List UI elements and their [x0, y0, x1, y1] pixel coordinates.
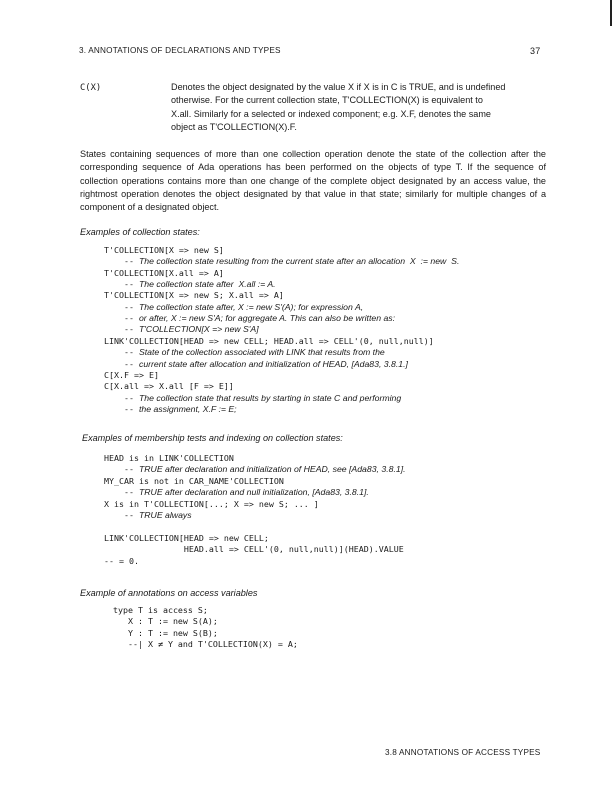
code-line: -- The collection state that results by starting in state C and performing — [104, 392, 402, 403]
code-line: -- or after, X := new S'A; for aggregate A. This can also be written as: — [104, 313, 396, 324]
definition-line: X.all. Similarly for a selected or indexed component; e.g. X.F, denotes the same — [171, 108, 491, 119]
running-header: 3. ANNOTATIONS OF DECLARATIONS AND TYPES — [79, 46, 281, 55]
definition-text — [171, 81, 546, 134]
code-line: HEAD is in LINK'COLLECTION — [104, 453, 234, 463]
examples-membership-heading: Examples of membership tests and indexing on collection states: — [82, 433, 343, 443]
code-line: T'COLLECTION[X => new S] — [104, 245, 224, 255]
code-line: T'COLLECTION[X => new S; X.all => A] — [104, 290, 284, 301]
body-paragraph: States containing sequences of more than one collection operation denote the state of the collection after the corresponding sequence of Ada operations has been performed on the objects of type T. If the sequence of collection operations contains more than one change of the complete object designated by an access value, the rightmost operation denotes the object designated by that value in that state; similarly for multiple changes of a component of a designated object. — [80, 149, 546, 213]
code-line: type T is access S; — [113, 605, 208, 615]
code-line: -- = 0. — [104, 555, 139, 566]
definition-line: Denotes the object designated by the value X if X is in C is TRUE, and is undefined — [171, 82, 506, 92]
code-line: X : T := new S(A); — [113, 616, 218, 627]
code-line: Y : T := new S(B); — [113, 627, 218, 638]
code-line: T'COLLECTION[X.all => A] — [104, 267, 224, 278]
code-line: -- TRUE after declaration and initialization of HEAD, see [Ada83, 3.8.1]. — [104, 464, 406, 475]
code-line: LINK'COLLECTION[HEAD => new CELL; — [104, 532, 269, 543]
code-line: X is in T'COLLECTION[...; X => new S; ... ] — [104, 498, 319, 509]
code-line: LINK'COLLECTION[HEAD => new CELL; HEAD.all => CELL'(0, null,null)] — [104, 335, 434, 346]
code-line: MY_CAR is not in CAR_NAME'COLLECTION — [104, 475, 284, 486]
code-line: -- current state after allocation and initialization of HEAD, [Ada83, 3.8.1.] — [104, 358, 408, 369]
running-footer: 3.8 ANNOTATIONS OF ACCESS TYPES — [385, 748, 541, 757]
code-line: -- The collection state after X.all := A. — [104, 279, 276, 290]
definition-term: C(X) — [80, 83, 102, 93]
code-line: -- The collection state after, X := new S'(A); for expression A, — [104, 301, 364, 312]
code-line: -- The collection state resulting from the current state after an allocation X := new S. — [104, 256, 460, 267]
code-line: -- TRUE always — [104, 510, 192, 520]
definition-line: object as T'COLLECTION(X).F. — [171, 121, 297, 132]
code-line: -- the assignment, X.F := E; — [104, 403, 237, 414]
code-line: -- T'COLLECTION[X => new S'A] — [104, 324, 259, 335]
code-line: -- State of the collection associated with LINK that results from the — [104, 347, 385, 358]
code-line: C[X.F => E] — [104, 369, 159, 380]
examples-access-heading: Example of annotations on access variables — [80, 588, 258, 598]
code-line: -- TRUE after declaration and null initialization, [Ada83, 3.8.1]. — [104, 487, 369, 498]
code-line: HEAD.all => CELL'(0, null,null)](HEAD).VALUE — [104, 544, 404, 555]
code-line: --| X ≠ Y and T'COLLECTION(X) = A; — [113, 638, 298, 649]
page-number: 37 — [530, 46, 541, 56]
definition-line: otherwise. For the current collection state, T'COLLECTION(X) is equivalent to — [171, 95, 483, 106]
examples-collection-heading: Examples of collection states: — [80, 227, 200, 237]
code-line: C[X.all => X.all [F => E]] — [104, 381, 234, 392]
